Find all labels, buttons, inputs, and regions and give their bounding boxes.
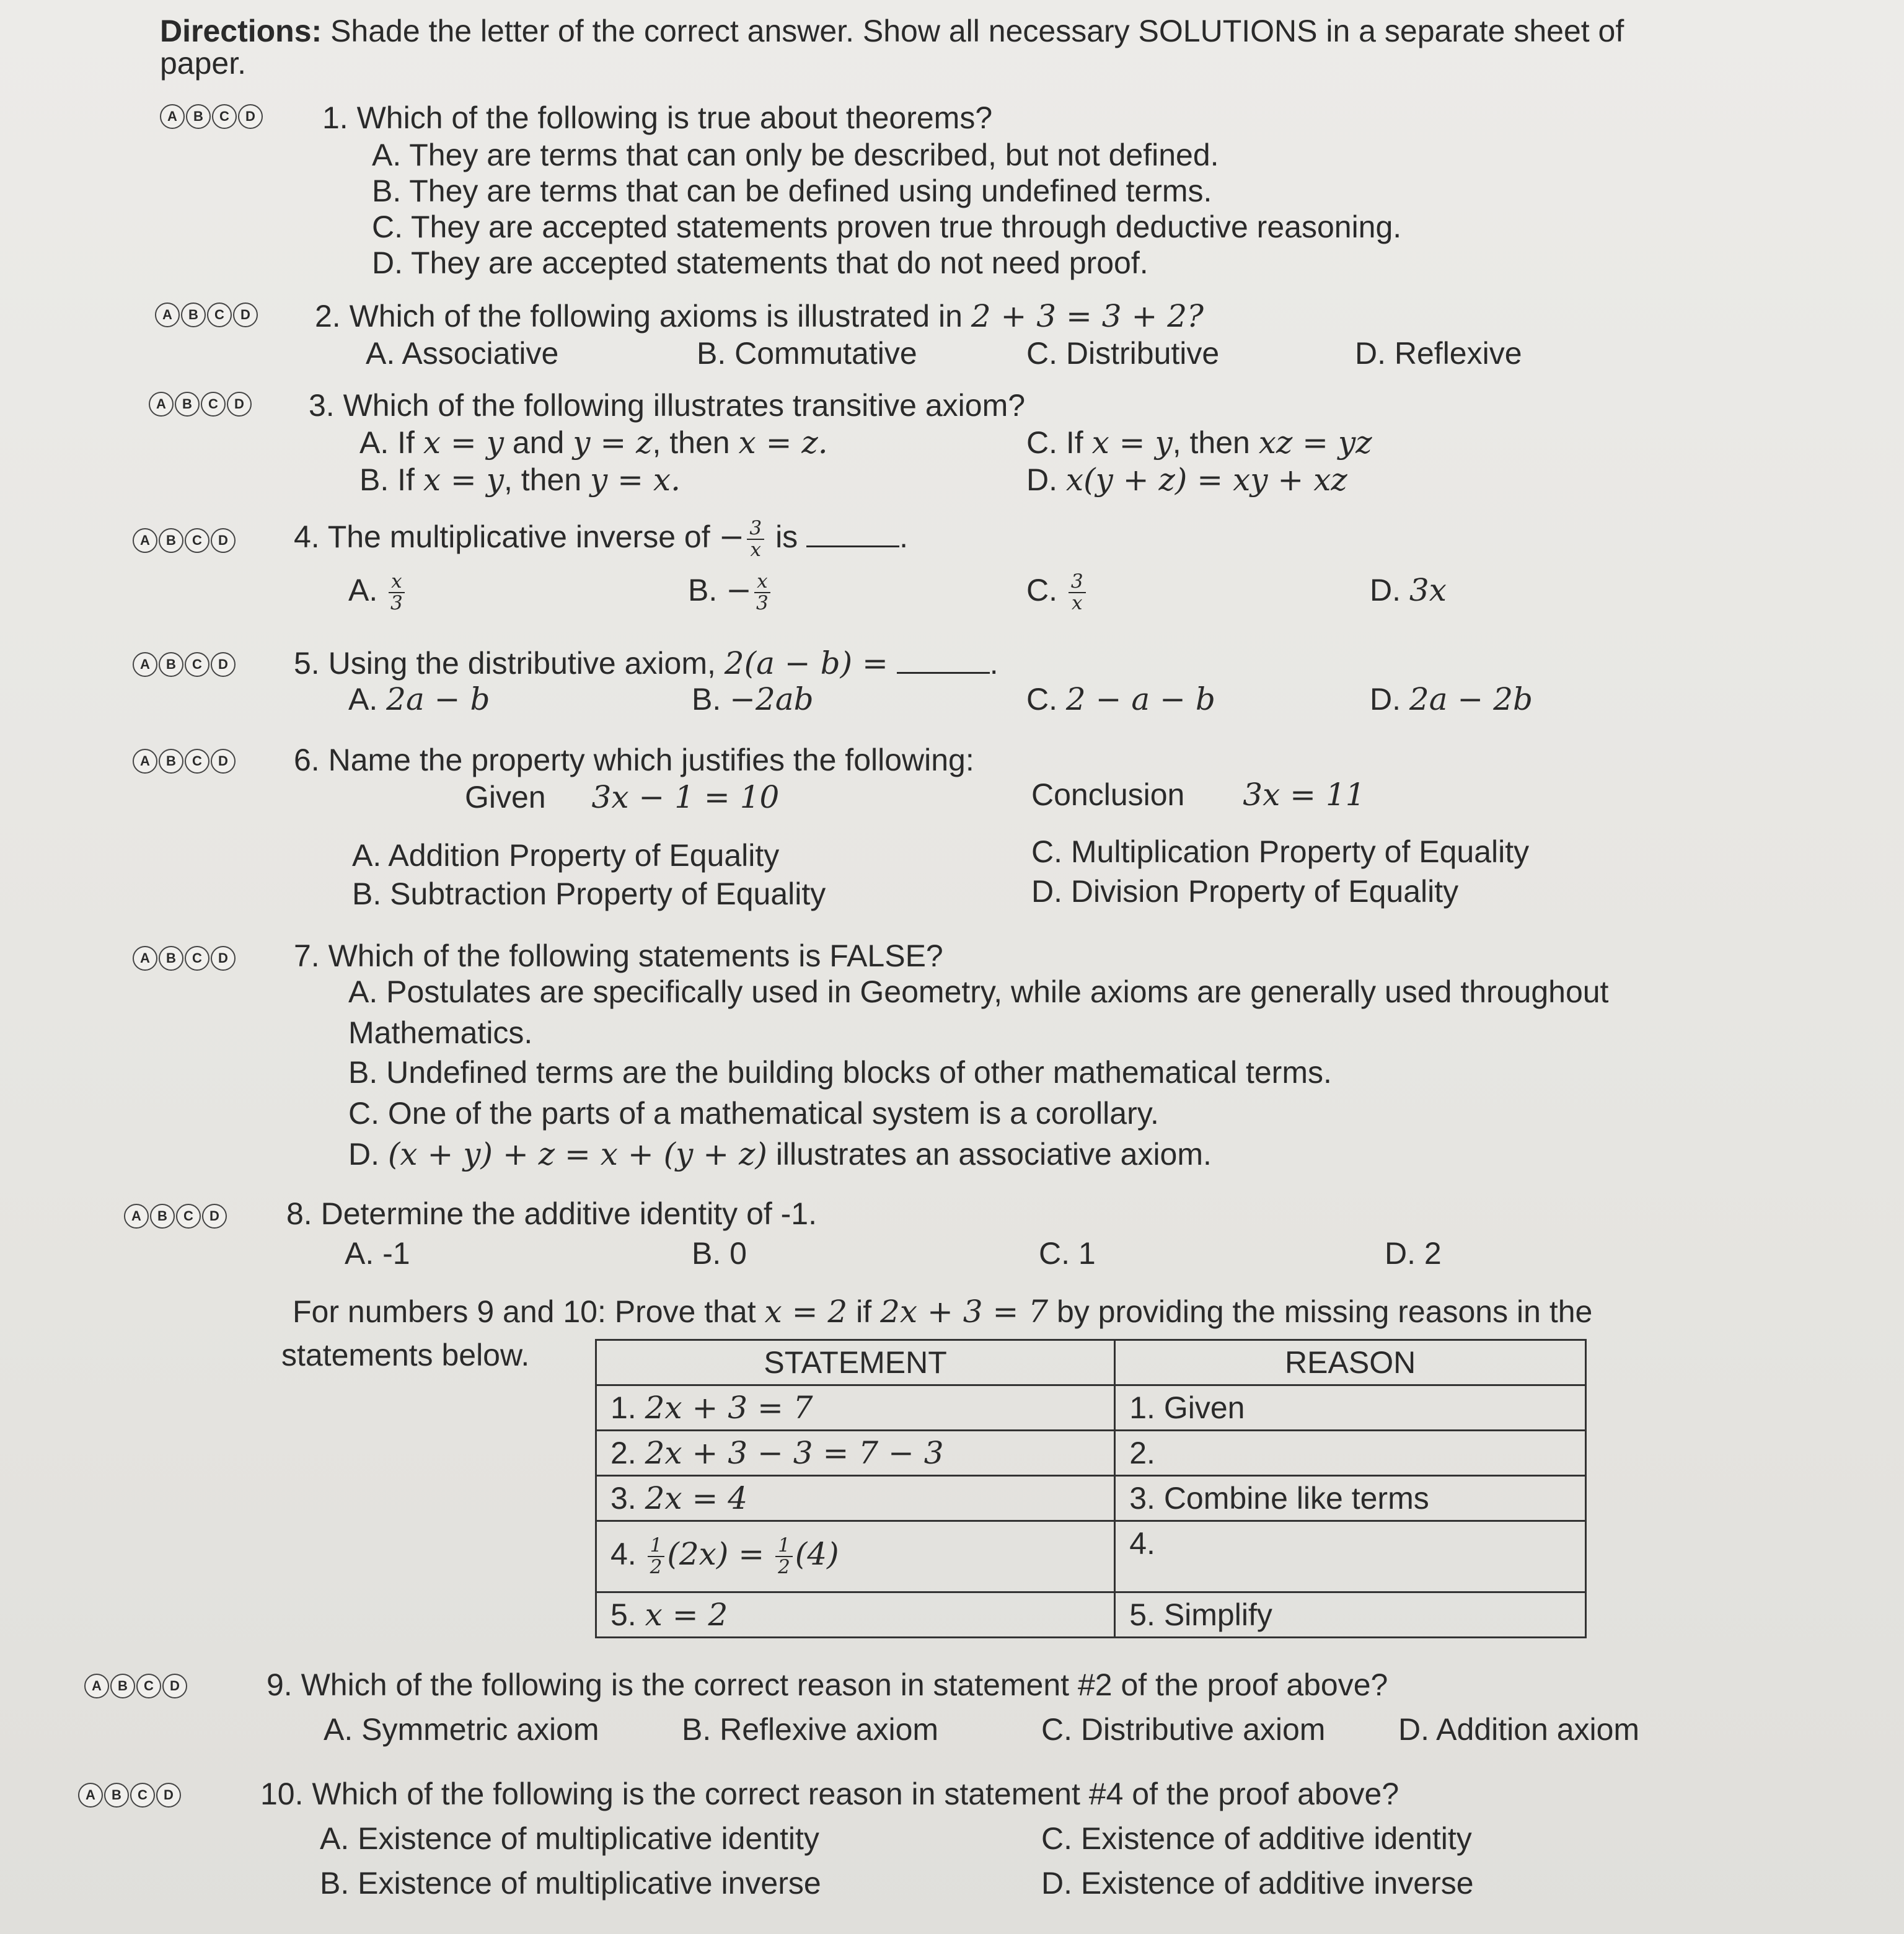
half-fraction-right [775, 1535, 793, 1577]
q8-choice-a: A. -1 [345, 1236, 410, 1271]
q9-choice-c: C. Distributive axiom [1041, 1712, 1326, 1747]
q4-expr-numerator: 3 [747, 518, 764, 540]
q3-b-then: , then [503, 462, 582, 497]
bubble-a[interactable]: A [133, 749, 157, 774]
bubble-a[interactable]: A [160, 104, 185, 129]
reason-cell: 4. [1115, 1521, 1586, 1592]
bubble-a[interactable]: A [124, 1204, 149, 1229]
q9-choice-a: A. Symmetric axiom [324, 1712, 599, 1747]
bubble-d[interactable]: D [156, 1783, 181, 1808]
statement-header: STATEMENT [596, 1340, 1115, 1385]
proof-table-header-row [596, 1340, 1586, 1385]
q6-choice-d: D. Division Property of Equality [1031, 874, 1459, 909]
statement-text: x = 2 [645, 1597, 728, 1633]
q2-choice-c: C. Distributive [1026, 336, 1220, 371]
bubble-b[interactable]: B [104, 1783, 129, 1808]
bubble-d[interactable]: D [202, 1204, 227, 1229]
q2-choice-d: D. Reflexive [1355, 336, 1522, 371]
q5-choice-a [348, 681, 490, 718]
bubble-a[interactable]: A [133, 528, 157, 553]
q4-expr-fraction [747, 518, 764, 560]
q9-stem: 9. Which of the following is the correct reason in statement #2 of the proof above? [267, 1667, 1388, 1702]
directions-label: Directions: [160, 14, 322, 48]
q4-choice-a [348, 572, 407, 613]
q10-choice-a: A. Existence of multiplicative identity [320, 1821, 819, 1856]
q10-choice-b: B. Existence of multiplicative inverse [320, 1866, 821, 1901]
q3-c-then: , then [1172, 425, 1250, 460]
q5-b-expr: −2ab [729, 681, 814, 717]
fraction-denominator: 2 [778, 1556, 790, 1578]
q7-choice-b: B. Undefined terms are the building blocks of other mathematical terms. [348, 1055, 1332, 1090]
q4-answer-blank [806, 545, 899, 547]
q7-stem: 7. Which of the following statements is FALSE? [294, 938, 943, 973]
reason-cell: 5. Simplify [1115, 1592, 1586, 1638]
fraction-denominator: 2 [650, 1556, 663, 1578]
bubble-d[interactable]: D [162, 1674, 187, 1698]
q3-choice-d [1026, 461, 1347, 498]
answer-bubbles-q6 [133, 749, 236, 774]
q10-choice-c: C. Existence of additive identity [1041, 1821, 1472, 1856]
statement-end: (4) [795, 1536, 839, 1573]
q3-a-expr-2: y = z [573, 425, 653, 461]
q5-a-expr: 2a − b [386, 681, 490, 717]
statement-text: 2x = 4 [645, 1480, 748, 1516]
answer-bubbles-q1 [160, 104, 263, 129]
answer-bubbles-q4 [133, 528, 236, 553]
q7-choice-a-line-2: Mathematics. [348, 1015, 533, 1050]
bubble-c[interactable]: C [185, 528, 209, 553]
directions-line-2: paper. [160, 46, 247, 81]
q1-stem: 1. Which of the following is true about theorems? [322, 100, 993, 135]
reason-cell: 2. [1115, 1431, 1586, 1476]
q6-stem: 6. Name the property which justifies the following: [294, 743, 974, 777]
q8-stem: 8. Determine the additive identity of -1. [286, 1196, 818, 1231]
q6-choice-a: A. Addition Property of Equality [352, 838, 780, 873]
directions-line-1 [160, 12, 1624, 50]
row-number: 2. [610, 1436, 637, 1470]
proof-intro-line-2: statements below. [281, 1338, 530, 1372]
table-row [596, 1592, 1586, 1638]
q3-c-label: C. If [1026, 425, 1083, 460]
answer-bubbles-q9 [84, 1674, 187, 1698]
q5-d-expr: 2a − 2b [1409, 681, 1533, 717]
statement-cell [596, 1521, 1115, 1592]
q9-choice-b: B. Reflexive axiom [682, 1712, 939, 1747]
fraction-numerator: 1 [648, 1535, 665, 1557]
q4-stem-line: 4. The multiplicative inverse of − $\frac{3}{x}$ is . [294, 517, 908, 561]
row-number: 1. [610, 1390, 637, 1425]
proof-intro-if: if [856, 1294, 872, 1329]
statement-text: 2x + 3 − 3 = 7 − 3 [645, 1435, 944, 1471]
answer-bubbles-q3 [149, 392, 252, 417]
bubble-d[interactable]: D [233, 302, 258, 327]
bubble-a[interactable]: A [133, 946, 157, 971]
bubble-b[interactable]: B [150, 1204, 175, 1229]
q1-choice-b: B. They are terms that can be defined using undefined terms. [372, 174, 1212, 208]
q7-choice-a-line-1: A. Postulates are specifically used in Geometry, while axioms are generally used throughout [348, 974, 1609, 1009]
q3-a-and: and [512, 425, 565, 460]
q4-d-expr: 3x [1409, 572, 1447, 608]
q3-b-expr-1: x = y [423, 462, 504, 498]
q4-c-label: C. [1026, 573, 1057, 607]
q4-stem: 4. The multiplicative inverse of [294, 519, 710, 554]
q3-choice-b [359, 461, 681, 498]
q3-d-expr: x(y + z) = xy + xz [1065, 462, 1347, 498]
bubble-c[interactable]: C [136, 1674, 161, 1698]
bubble-d[interactable]: D [211, 946, 236, 971]
q5-choice-c [1026, 681, 1215, 718]
answer-bubbles-q8 [124, 1204, 227, 1229]
bubble-c[interactable]: C [176, 1204, 201, 1229]
q5-b-label: B. [692, 682, 721, 717]
q4-b-label: B. [688, 573, 718, 607]
q4-expr-denominator: x [750, 538, 762, 561]
proof-intro-line-1 [293, 1293, 1592, 1330]
bubble-b[interactable]: B [159, 749, 183, 774]
bubble-d[interactable]: D [211, 749, 236, 774]
q4-d-label: D. [1370, 573, 1401, 607]
statement-text: 2x + 3 = 7 [645, 1390, 813, 1426]
q4-c-fraction [1069, 572, 1086, 613]
table-row [596, 1431, 1586, 1476]
q6-conclusion-expr: 3x = 11 [1243, 777, 1365, 813]
bubble-d[interactable]: D [238, 104, 263, 129]
q6-given-label: Given [465, 780, 546, 815]
q3-c-expr-2: xz = yz [1258, 425, 1372, 461]
q2-choice-b: B. Commutative [697, 336, 917, 371]
q3-choice-a [359, 424, 828, 461]
bubble-c[interactable]: C [185, 946, 209, 971]
q3-b-expr-2: y = x. [589, 462, 681, 498]
q8-choice-b: B. 0 [692, 1236, 747, 1271]
bubble-b[interactable]: B [159, 652, 183, 677]
proof-intro-expr-2: 2x + 3 = 7 [880, 1294, 1049, 1330]
q4-tail: is [775, 519, 798, 554]
directions-text: Shade the letter of the correct answer. Show all necessary SOLUTIONS in a separate sheet of [330, 14, 1624, 48]
half-fraction-left [648, 1535, 665, 1577]
answer-bubbles-q10 [78, 1783, 181, 1808]
q3-a-label: A. If [359, 425, 415, 460]
statement-cell [596, 1431, 1115, 1476]
answer-bubbles-q2 [155, 302, 258, 327]
q7-d-tail: illustrates an associative axiom. [775, 1137, 1212, 1172]
q5-answer-blank [897, 672, 990, 674]
q3-stem: 3. Which of the following illustrates transitive axiom? [309, 388, 1026, 423]
q4-b-fraction [754, 572, 770, 613]
q5-c-label: C. [1026, 682, 1057, 717]
bubble-b[interactable]: B [181, 302, 206, 327]
bubble-b[interactable]: B [159, 528, 183, 553]
bubble-c[interactable]: C [185, 652, 209, 677]
reason-header: REASON [1115, 1340, 1586, 1385]
q4-choice-c [1026, 572, 1088, 613]
answer-bubbles-q7 [133, 946, 236, 971]
q3-choice-c [1026, 424, 1372, 461]
q8-choice-c: C. 1 [1039, 1236, 1096, 1271]
q4-b-numerator: x [754, 572, 770, 593]
fraction-numerator: 1 [775, 1535, 793, 1557]
table-row [596, 1521, 1586, 1592]
q2-stem-line [315, 298, 1204, 335]
bubble-c[interactable]: C [201, 392, 226, 417]
q5-d-label: D. [1370, 682, 1401, 717]
row-number: 5. [610, 1597, 637, 1632]
q7-d-label: D. [348, 1137, 379, 1172]
proof-intro-text-a: For numbers 9 and 10: Prove that [293, 1294, 756, 1329]
q3-d-label: D. [1026, 462, 1057, 497]
bubble-c[interactable]: C [212, 104, 237, 129]
proof-intro-text-b: by providing the missing reasons in the [1056, 1294, 1593, 1329]
q6-choice-b: B. Subtraction Property of Equality [352, 876, 826, 911]
q3-a-expr-1: x = y [423, 425, 504, 461]
bubble-b[interactable]: B [110, 1674, 135, 1698]
bubble-d[interactable]: D [211, 528, 236, 553]
bubble-b[interactable]: B [159, 946, 183, 971]
q2-stem: 2. Which of the following axioms is illustrated in [315, 299, 963, 333]
answer-bubbles-q5 [133, 652, 236, 677]
q5-a-label: A. [348, 682, 378, 717]
q10-stem: 10. Which of the following is the correct reason in statement #4 of the proof above? [260, 1777, 1399, 1811]
q4-a-numerator: x [389, 572, 404, 593]
q5-c-expr: 2 − a − b [1065, 681, 1215, 717]
q10-choice-d: D. Existence of additive inverse [1041, 1866, 1474, 1901]
statement-middle: (2x) = [667, 1536, 765, 1573]
bubble-b[interactable]: B [186, 104, 211, 129]
bubble-a[interactable]: A [155, 302, 180, 327]
statement-cell [596, 1592, 1115, 1638]
q1-choice-c: C. They are accepted statements proven true through deductive reasoning. [372, 210, 1402, 244]
q4-a-fraction [389, 572, 404, 613]
q6-given [465, 779, 779, 816]
proof-intro-expr-1: x = 2 [764, 1294, 848, 1330]
q4-a-denominator: 3 [390, 591, 403, 614]
q3-c-expr-1: x = y [1091, 425, 1173, 461]
q4-choice-d [1370, 572, 1447, 609]
reason-cell: 3. Combine like terms [1115, 1476, 1586, 1521]
q3-a-then: , then [652, 425, 730, 460]
row-number: 3. [610, 1481, 637, 1516]
bubble-c[interactable]: C [130, 1783, 155, 1808]
q5-stem: 5. Using the distributive axiom, [294, 646, 716, 681]
q5-expr: 2(a − b) = [724, 645, 888, 681]
q4-c-denominator: x [1072, 591, 1083, 614]
q7-choice-c: C. One of the parts of a mathematical system is a corollary. [348, 1096, 1159, 1131]
q6-conclusion [1031, 776, 1365, 813]
q2-expression: 2 + 3 = 3 + 2? [971, 298, 1204, 334]
q5-choice-d [1370, 681, 1533, 718]
proof-table [595, 1339, 1587, 1638]
q3-b-label: B. If [359, 462, 415, 497]
bubble-d[interactable]: D [211, 652, 236, 677]
table-row [596, 1476, 1586, 1521]
q4-choice-b [688, 572, 773, 613]
q1-choice-a: A. They are terms that can only be described, but not defined. [372, 138, 1219, 172]
bubble-a[interactable]: A [133, 652, 157, 677]
bubble-c[interactable]: C [185, 749, 209, 774]
q4-a-label: A. [348, 573, 378, 607]
q8-choice-d: D. 2 [1385, 1236, 1442, 1271]
q4-b-sign: − [726, 572, 752, 608]
bubble-a[interactable]: A [149, 392, 174, 417]
q4-expr-sign: − [718, 519, 745, 555]
q1-choice-d: D. They are accepted statements that do not need proof. [372, 245, 1148, 280]
q7-choice-d [348, 1136, 1212, 1173]
q7-d-expr: (x + y) + z = x + (y + z) [387, 1136, 767, 1172]
statement-cell [596, 1385, 1115, 1431]
q5-choice-b [692, 681, 814, 718]
q6-choice-c: C. Multiplication Property of Equality [1031, 834, 1530, 869]
q4-c-numerator: 3 [1069, 572, 1086, 593]
q4-b-denominator: 3 [756, 591, 769, 614]
q6-given-expr: 3x − 1 = 10 [591, 779, 780, 815]
bubble-a[interactable]: A [78, 1783, 103, 1808]
q6-conclusion-label: Conclusion [1031, 777, 1185, 812]
q3-a-expr-3: x = z. [738, 425, 828, 461]
bubble-a[interactable]: A [84, 1674, 109, 1698]
q5-stem-line: 5. Using the distributive axiom, 2(a − b) = . [294, 645, 998, 681]
bubble-d[interactable]: D [227, 392, 252, 417]
q9-choice-d: D. Addition axiom [1398, 1712, 1640, 1747]
bubble-b[interactable]: B [175, 392, 200, 417]
reason-cell: 1. Given [1115, 1385, 1586, 1431]
q2-choice-a: A. Associative [366, 336, 559, 371]
bubble-c[interactable]: C [207, 302, 232, 327]
table-row [596, 1385, 1586, 1431]
statement-cell [596, 1476, 1115, 1521]
row-number: 4. [610, 1537, 637, 1572]
